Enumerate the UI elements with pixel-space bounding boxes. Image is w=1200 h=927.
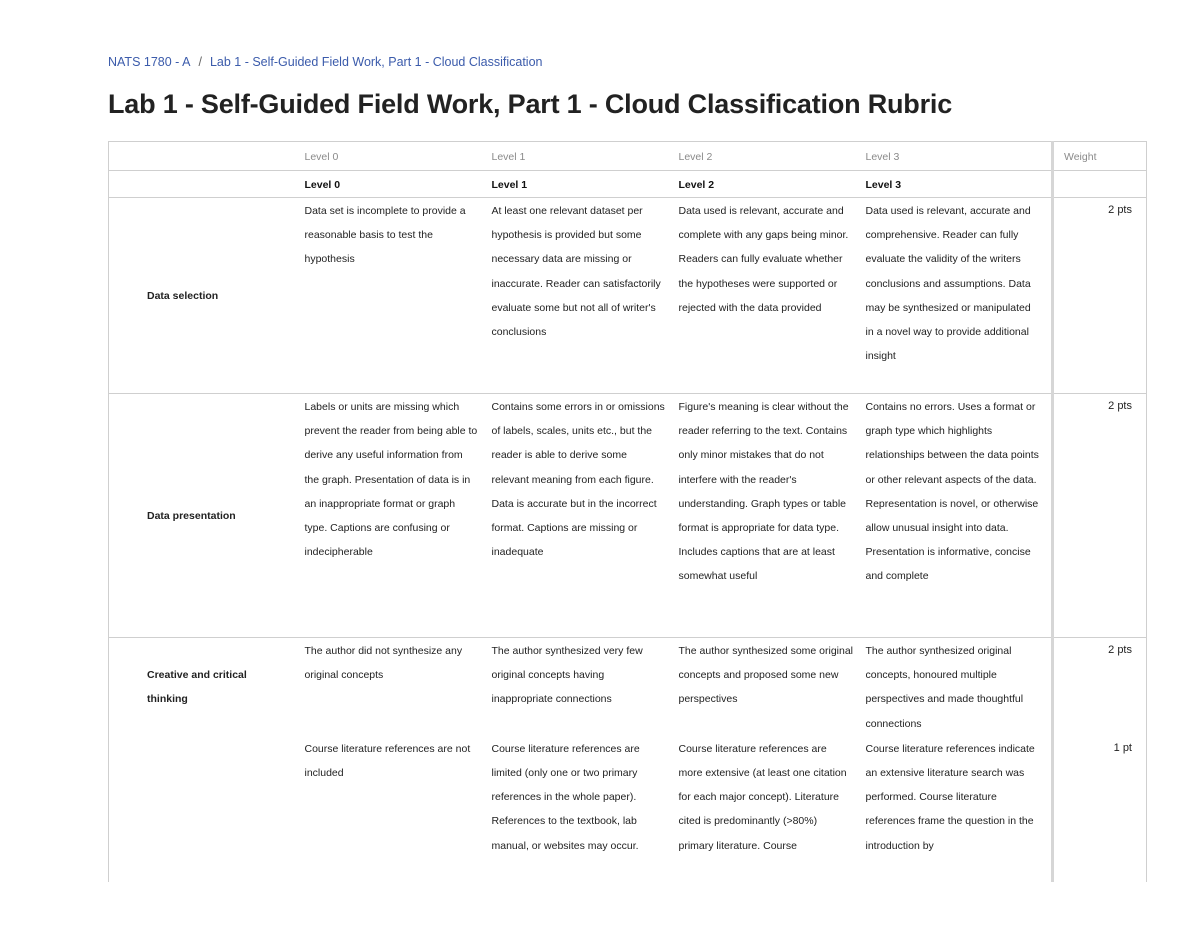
rating-cell: Course literature references are limited (only one or two primary references in the whole paper). References to the textbook, lab manual, or websites may occur. xyxy=(491,742,640,852)
rating-cell: Course literature references are not included xyxy=(304,742,471,780)
points-cell: 2 pts xyxy=(1053,394,1147,638)
breadcrumb xyxy=(108,55,543,69)
header-level-3: Level 3 xyxy=(866,142,1053,171)
rating-cell: The author synthesized some original concepts and proposed some new perspectives xyxy=(679,638,866,736)
criterion-empty xyxy=(109,736,305,882)
criterion-creative-critical-thinking: Creative and critical thinking xyxy=(109,638,305,736)
rating-cell: Data set is incomplete to provide a reasonable basis to test the hypothesis xyxy=(305,198,492,394)
subheader-weight-cell xyxy=(1053,171,1147,198)
subheader-level-0: Level 0 xyxy=(305,171,492,198)
breadcrumb-assignment-link[interactable]: Lab 1 - Self-Guided Field Work, Part 1 - Cloud Classification xyxy=(209,55,543,69)
table-row xyxy=(109,394,1147,638)
rating-cell: Contains some errors in or omissions of labels, scales, units etc., but the reader is able to derive some relevant meaning from each figure. Data is accurate but in the incorrect format. Captions are missing or inadequate xyxy=(492,394,679,638)
table-row xyxy=(109,198,1147,394)
subheader-level-1: Level 1 xyxy=(492,171,679,198)
header-level-0: Level 0 xyxy=(305,142,492,171)
header-weight: Weight xyxy=(1053,142,1147,171)
rating-cell: Course literature references indicate an extensive literature search was performed. Course literature references frame the question in the introduction by xyxy=(865,742,1035,852)
header-criterion-cell xyxy=(109,142,305,171)
breadcrumb-separator: / xyxy=(198,55,202,69)
table-row xyxy=(109,638,1147,736)
rating-cell: Labels or units are missing which prevent the reader from being able to derive any useful information from the graph. Presentation of data is in an inappropriate format or graph type. Captions are confusing or indecipherable xyxy=(305,394,492,638)
rating-cell: Course literature references are more extensive (at least one citation for each major concept). Literature cited is predominantly (>80%) primary literature. Course xyxy=(678,742,847,852)
rating-cell: Data used is relevant, accurate and comprehensive. Reader can fully evaluate the validity of the writers conclusions and assumptions. Data may be synthesized or manipulated in a novel way to provide additional insight xyxy=(866,198,1053,394)
rating-cell: Contains no errors. Uses a format or graph type which highlights relationships between the data points or other relevant aspects of the data. Representation is novel, or otherwise allow unusual insight into data. Presentation is informative, concise and complete xyxy=(866,394,1053,638)
points-cell: 2 pts xyxy=(1053,198,1147,394)
rubric-table xyxy=(108,141,1147,882)
rating-cell: Data used is relevant, accurate and complete with any gaps being minor. Readers can fully evaluate whether the hypotheses were supported or rejected with the data provided xyxy=(679,198,866,394)
breadcrumb-course-link[interactable]: NATS 1780 - A xyxy=(108,55,191,69)
rating-cell: The author synthesized very few original concepts having inappropriate connections xyxy=(492,638,679,736)
table-row xyxy=(109,736,1147,882)
page-title: Lab 1 - Self-Guided Field Work, Part 1 - Cloud Classification Rubric xyxy=(108,89,953,119)
subheader-level-3: Level 3 xyxy=(866,171,1053,198)
subheader-level-2: Level 2 xyxy=(679,171,866,198)
rating-cell: The author synthesized original concepts, honoured multiple perspectives and made thoughtful connections xyxy=(866,638,1053,736)
points-cell: 2 pts xyxy=(1053,638,1147,736)
rating-cell: At least one relevant dataset per hypothesis is provided but some necessary data are missing or inaccurate. Reader can satisfactorily evaluate some but not all of writer's conclusions xyxy=(492,198,679,394)
rubric-subheader-row xyxy=(109,171,1147,198)
points-cell: 1 pt xyxy=(1053,736,1147,882)
criterion-data-selection: Data selection xyxy=(109,198,305,394)
header-level-1: Level 1 xyxy=(492,142,679,171)
rating-cell: The author did not synthesize any original concepts xyxy=(305,638,492,736)
subheader-criterion-cell xyxy=(109,171,305,198)
rubric-header-row xyxy=(109,142,1147,171)
criterion-data-presentation: Data presentation xyxy=(109,394,305,638)
rating-cell: Figure's meaning is clear without the reader referring to the text. Contains only minor mistakes that do not interfere with the reader's understanding. Graph types or table format is appropriate for data type. Includes captions that are at least somewhat useful xyxy=(679,394,866,638)
header-level-2: Level 2 xyxy=(679,142,866,171)
